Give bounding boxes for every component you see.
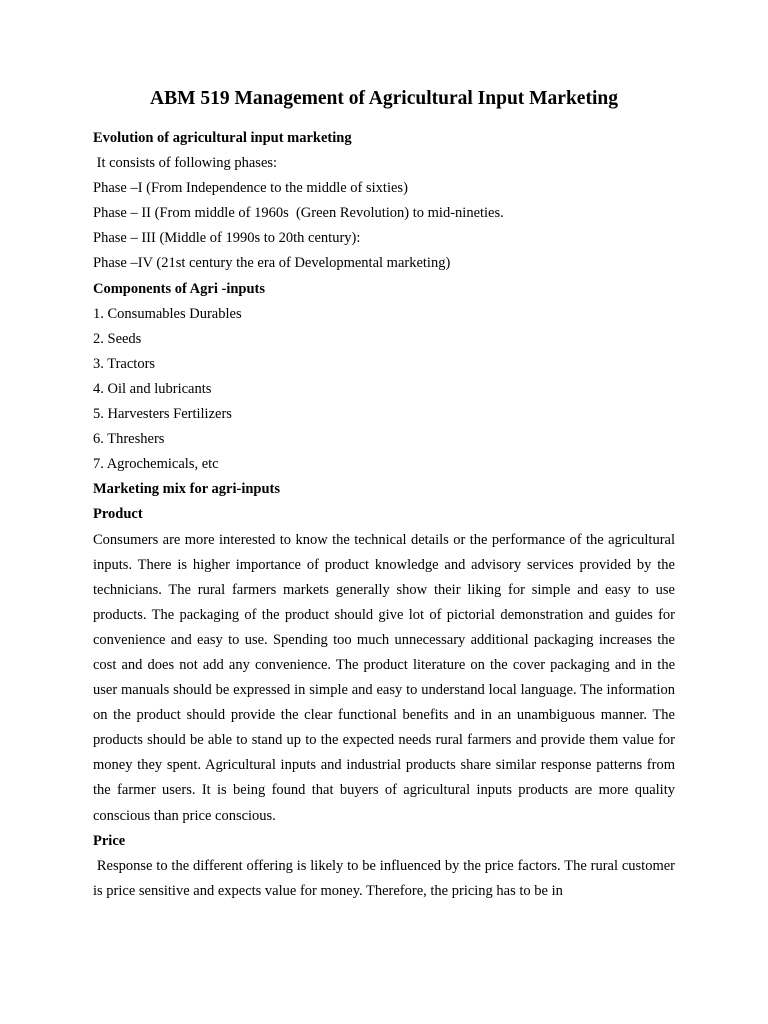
phase-item: Phase –I (From Independence to the middle of sixties) — [93, 180, 408, 197]
phase-item: Phase – II (From middle of 1960s (Green Revolution) to mid-nineties. — [93, 205, 504, 222]
component-item: 7. Agrochemicals, etc — [93, 456, 219, 473]
components-list — [93, 302, 675, 478]
section-heading-marketing-mix: Marketing mix for agri-inputs — [93, 481, 281, 498]
price-paragraph: Response to the different offering is likely to be influenced by the price factors. The rural customer is price sensitive and expects value for money. Therefore, the pricing has to be in — [93, 857, 679, 899]
section-heading-components: Components of Agri -inputs — [93, 280, 266, 297]
phase-list — [93, 176, 675, 276]
phase-item: Phase –IV (21st century the era of Developmental marketing) — [93, 255, 451, 272]
evolution-intro: It consists of following phases: — [93, 155, 278, 172]
document-title: ABM 519 Management of Agricultural Input Marketing — [150, 88, 618, 109]
component-item: 1. Consumables Durables — [93, 305, 242, 322]
component-item: 3. Tractors — [93, 355, 156, 372]
subheading-product: Product — [93, 506, 143, 523]
phase-item: Phase – III (Middle of 1990s to 20th century): — [93, 230, 361, 247]
subheading-price: Price — [93, 832, 126, 849]
component-item: 2. Seeds — [93, 330, 142, 347]
component-item: 6. Threshers — [93, 431, 165, 448]
component-item: 4. Oil and lubricants — [93, 380, 212, 397]
section-heading-evolution: Evolution of agricultural input marketing — [93, 130, 352, 146]
product-paragraph: Consumers are more interested to know the technical details or the performance of the agricultural inputs. There is higher importance of product knowledge and advisory services provided by the technicians. The rural farmers markets generally show their liking for simple and easy to use products. The packaging of the product should give lot of pictorial demonstration and guides for convenience and easy to use. Spending too much unnecessary additional packaging increases the cost and does not add any convenience. The product literature on the cover packaging and in the user manuals should be expressed in simple and easy to understand local language. The information on the product should provide the clear functional benefits and in an unambiguous manner. The products should be able to stand up to the expected needs rural farmers and provide them value for money they spent. Agricultural inputs and industrial products share similar response patterns from the farmer users. It is being found that buyers of agricultural inputs products are more quality conscious than price conscious. — [93, 531, 675, 824]
document-body — [93, 126, 679, 904]
component-item: 5. Harvesters Fertilizers — [93, 406, 232, 423]
